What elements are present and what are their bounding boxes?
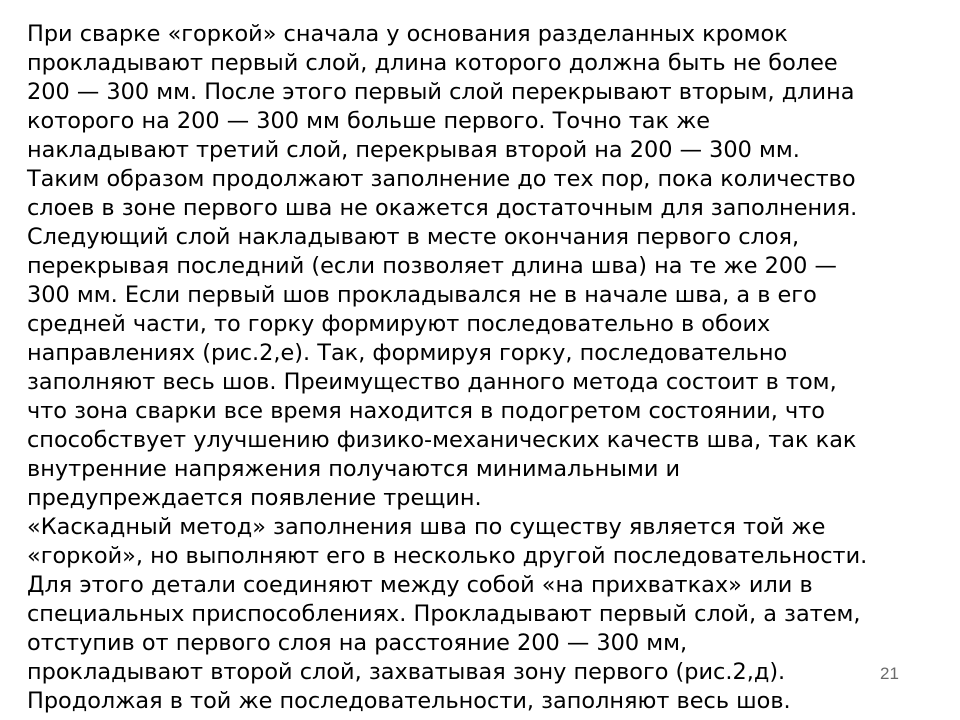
text-line: Для этого детали соединяют между собой «на прихватках» или в <box>27 572 813 598</box>
text-line: внутренние напряжения получаются минимальными и <box>27 456 681 482</box>
text-line: способствует улучшению физико-механических качеств шва, так как <box>27 427 857 453</box>
text-line: прокладывают второй слой, захватывая зону первого (рис.2,д). <box>27 659 786 685</box>
text-line: «Каскадный метод» заполнения шва по существу является той же <box>27 514 826 540</box>
text-line: прокладывают первый слой, длина которого должна быть не более <box>27 50 838 76</box>
text-line: слоев в зоне первого шва не окажется достаточным для заполнения. <box>27 195 858 221</box>
text-line: 300 мм. Если первый шов прокладывался не в начале шва, а в его <box>27 282 817 308</box>
page-number: 21 <box>880 664 899 683</box>
text-line: Следующий слой накладывают в месте окончания первого слоя, <box>27 224 800 250</box>
body-text <box>27 20 942 716</box>
text-line: накладывают третий слой, перекрывая второй на 200 — 300 мм. <box>27 137 800 163</box>
text-line: Продолжая в той же последовательности, заполняют весь шов. <box>27 688 791 714</box>
text-line: что зона сварки все время находится в подогретом состоянии, что <box>27 398 825 424</box>
text-line: «горкой», но выполняют его в несколько другой последовательности. <box>27 543 868 569</box>
text-line: которого на 200 — 300 мм больше первого. Точно так же <box>27 108 711 134</box>
text-line: При сварке «горкой» сначала у основания разделанных кромок <box>27 21 788 47</box>
text-line: заполняют весь шов. Преимущество данного метода состоит в том, <box>27 369 837 395</box>
text-line: перекрывая последний (если позволяет длина шва) на те же 200 — <box>27 253 837 279</box>
text-line: отступив от первого слоя на расстояние 200 — 300 мм, <box>27 630 688 656</box>
text-line: Таким образом продолжают заполнение до тех пор, пока количество <box>27 166 856 192</box>
text-line: направлениях (рис.2,е). Так, формируя горку, последовательно <box>27 340 788 366</box>
text-line: специальных приспособлениях. Прокладывают первый слой, а затем, <box>27 601 861 627</box>
text-line: предупреждается появление трещин. <box>27 485 482 511</box>
text-line: средней части, то горку формируют последовательно в обоих <box>27 311 771 337</box>
text-line: 200 — 300 мм. После этого первый слой перекрывают вторым, длина <box>27 79 855 105</box>
